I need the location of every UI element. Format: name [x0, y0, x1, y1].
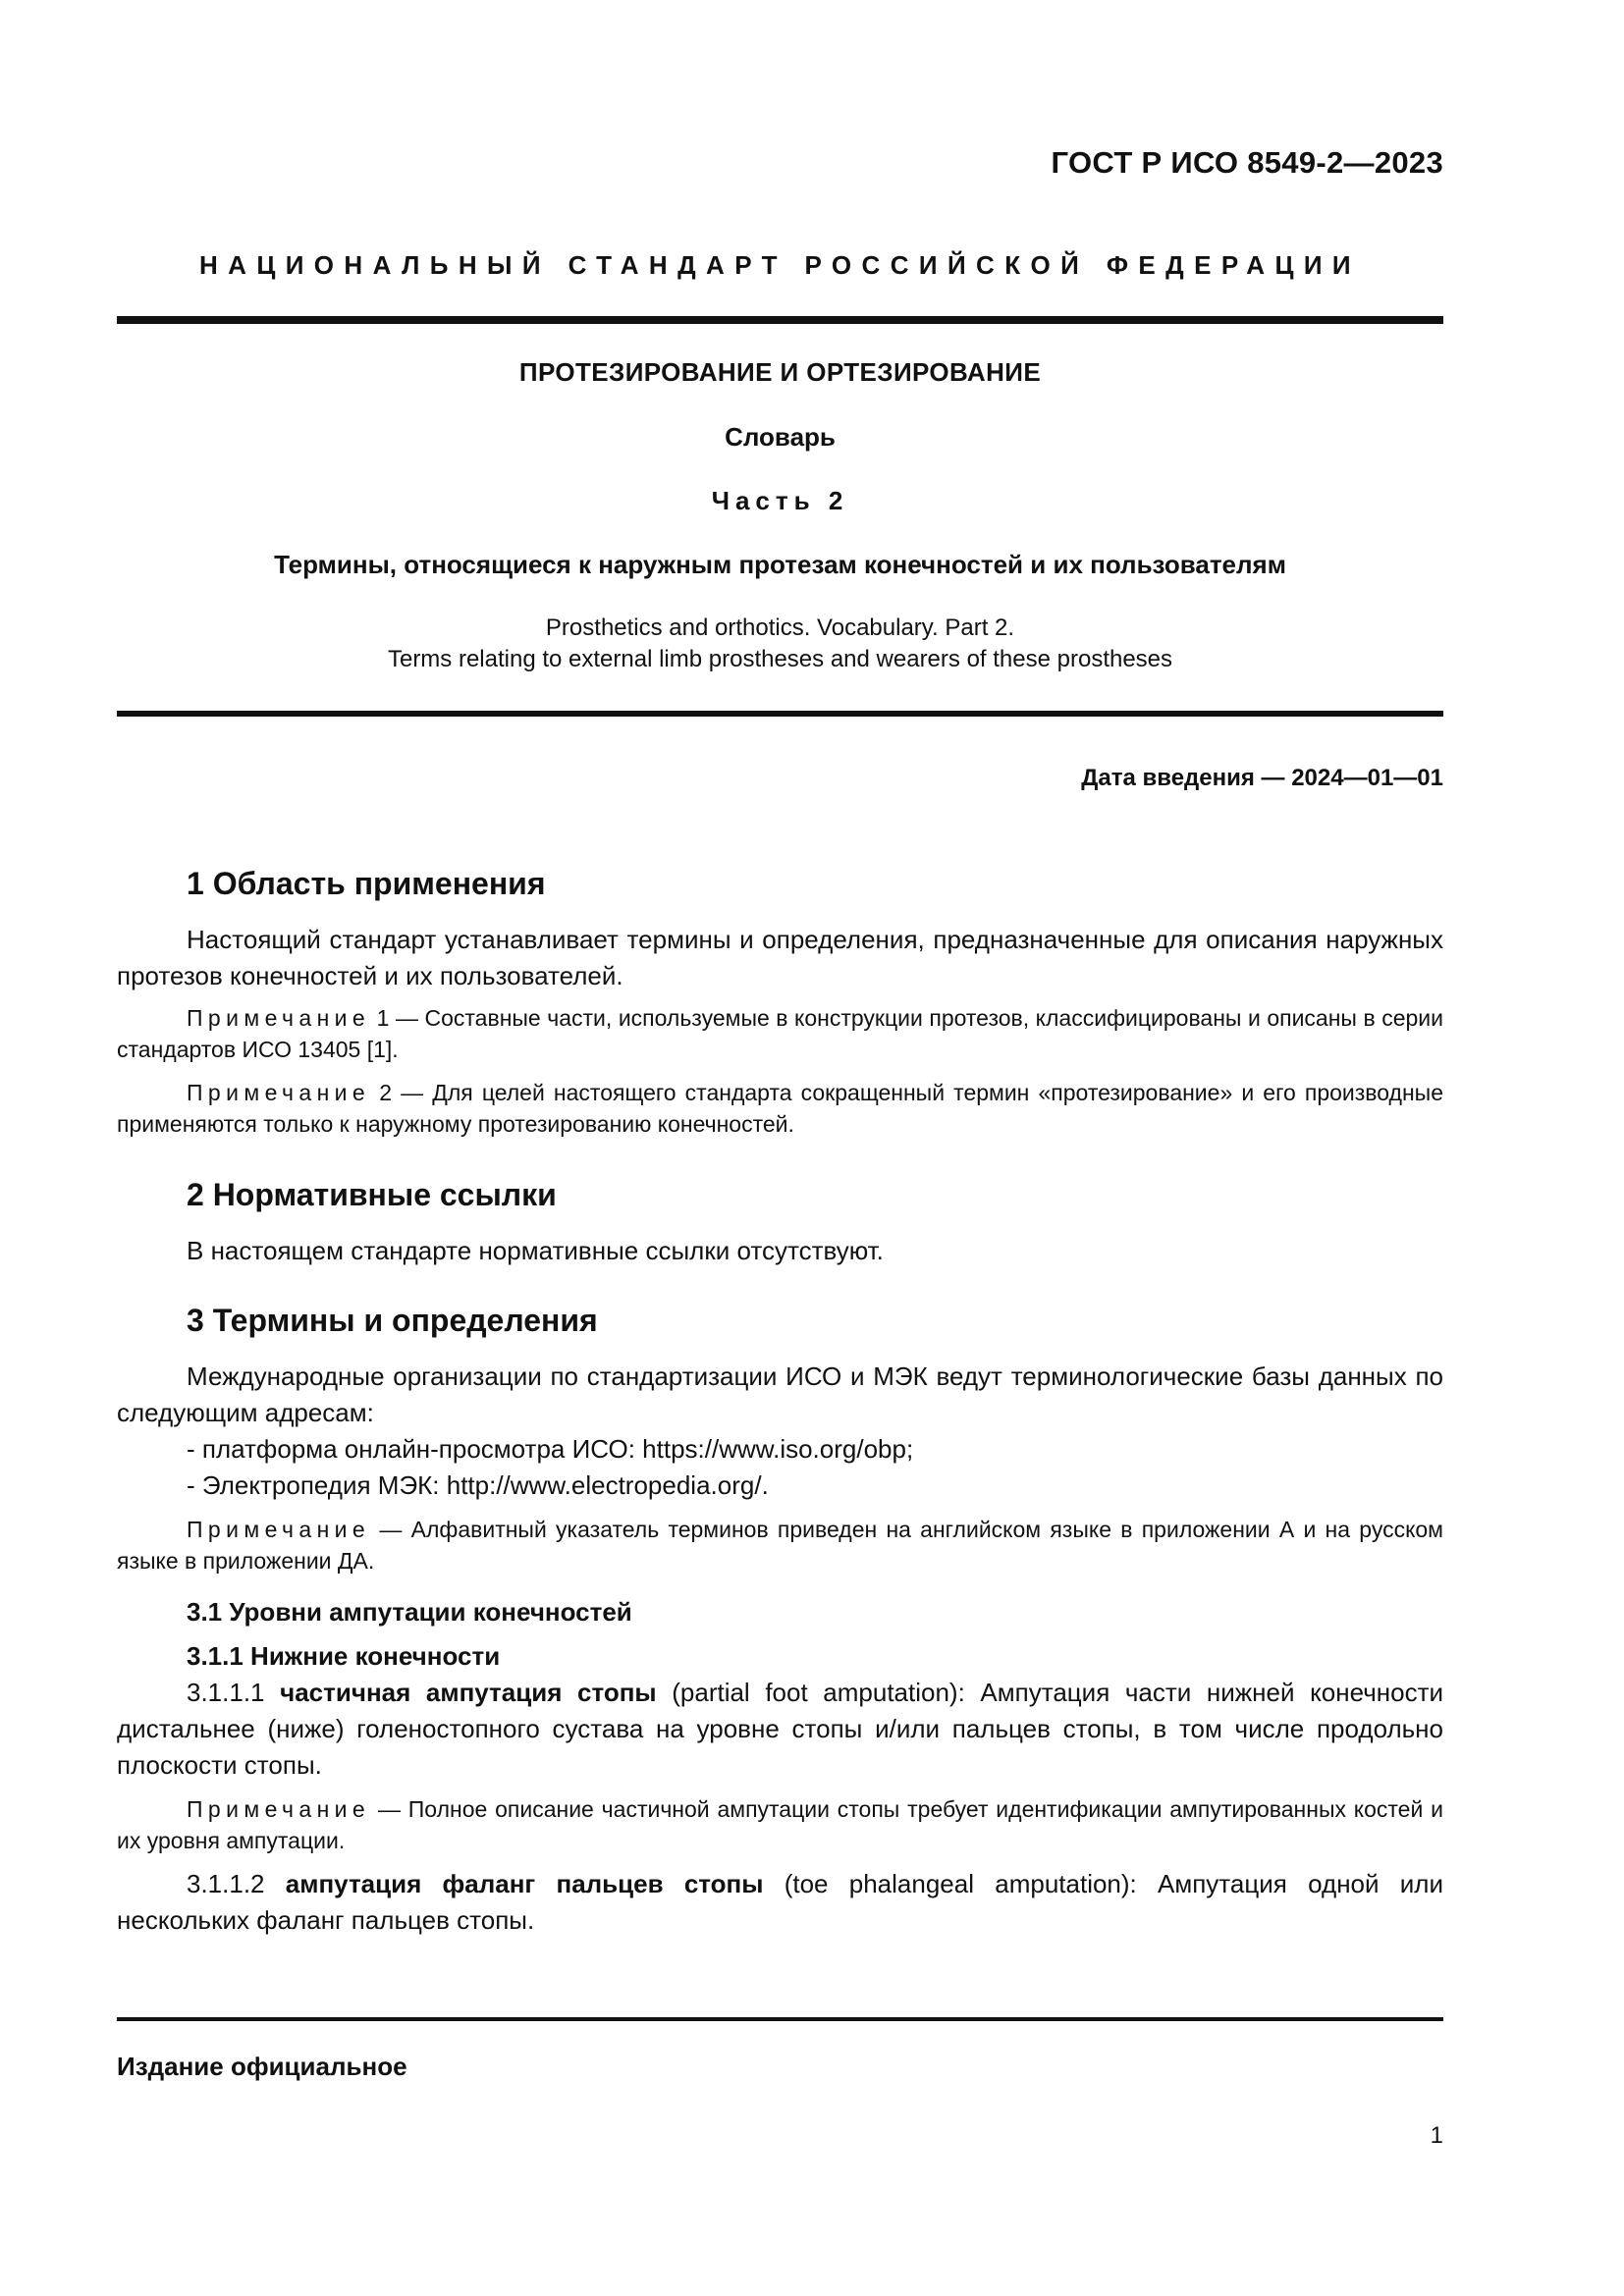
document-number: ГОСТ Р ИСО 8549-2—2023: [1051, 145, 1443, 180]
date-introduced: Дата введения — 2024—01—01: [1081, 765, 1443, 791]
term-3-1-1-1-note: [117, 1793, 1443, 1856]
note-label: Примечание: [187, 1005, 371, 1031]
term-name: ампутация фаланг пальцев стопы: [285, 1869, 764, 1898]
official-edition-label: Издание официальное: [117, 2052, 407, 2081]
section-3-heading: 3 Термины и определения: [187, 1303, 598, 1338]
note-label: Примечание: [187, 1080, 371, 1105]
subsection-3-1-1-heading: 3.1.1 Нижние конечности: [187, 1641, 501, 1671]
title-sub: Словарь: [725, 422, 836, 452]
term-name: частичная ампутация стопы: [280, 1678, 657, 1707]
top-divider: [117, 316, 1443, 324]
term-3-1-1-1: [117, 1675, 1443, 1784]
title-divider: [117, 711, 1443, 717]
national-standard-banner: НАЦИОНАЛЬНЫЙ СТАНДАРТ РОССИЙСКОЙ ФЕДЕРАЦИИ: [198, 250, 1362, 280]
title-english: [117, 613, 1443, 675]
section-1-paragraph: Настоящий стандарт устанавливает термины и определения, предназначенные для описания наружных протезов конечностей и их пользователей.: [117, 925, 1443, 990]
section-2-paragraph: В настоящем стандарте нормативные ссылки отсутствуют.: [187, 1236, 884, 1265]
section-3-note: [117, 1514, 1443, 1576]
title-main: ПРОТЕЗИРОВАНИЕ И ОРТЕЗИРОВАНИЕ: [518, 357, 1042, 387]
title-part: Часть 2: [711, 486, 849, 515]
page-number: 1: [1430, 2122, 1443, 2149]
note-text: — Полное описание частичной ампутации стопы требует идентификации ампутированных костей и их уровня ампутации.: [117, 1796, 1443, 1853]
title-english-line-2: Terms relating to external limb prostheses and wearers of these prostheses: [387, 646, 1173, 672]
title-english-line-1: Prosthetics and orthotics. Vocabulary. Part 2.: [545, 614, 1015, 641]
term-3-1-1-2: [117, 1866, 1443, 1939]
subsection-3-1-heading: 3.1 Уровни ампутации конечностей: [187, 1597, 632, 1627]
section-1-heading: 1 Область применения: [187, 866, 546, 901]
note-text: 2 — Для целей настоящего стандарта сокращенный термин «протезирование» и его производные применяются только к наружному протезированию конечностей.: [117, 1080, 1443, 1137]
term-number: 3.1.1.2: [187, 1869, 286, 1898]
section-1-note-1: [117, 1002, 1443, 1065]
list-item-iec: - Электропедия МЭК: http://www.electropedia.org/.: [187, 1470, 769, 1500]
term-definition: (partial foot amputation): Ампутация части нижней конечности дистальнее (ниже) голеностопного сустава на уровне стопы и/или пальцев стопы, в том числе продольно плоскости стопы.: [117, 1678, 1444, 1780]
document-body: [117, 866, 1443, 1939]
term-definition: (toe phalangeal amputation): Ампутация одной или нескольких фаланг пальцев стопы.: [117, 1869, 1443, 1935]
section-1-note-2: [117, 1077, 1443, 1140]
section-3-paragraph: Международные организации по стандартизации ИСО и МЭК ведут терминологические базы данных по следующим адресам:: [117, 1362, 1443, 1427]
note-text: 1 — Составные части, используемые в конструкции протезов, классифицированы и описаны в серии стандартов ИСО 13405 [1].: [117, 1005, 1443, 1062]
list-item-iso: - платформа онлайн-просмотра ИСО: https://www.iso.org/obp;: [187, 1434, 914, 1464]
note-label: Примечание: [187, 1796, 371, 1822]
title-terms: Термины, относящиеся к наружным протезам конечностей и их пользователям: [274, 550, 1286, 579]
section-2-heading: 2 Нормативные ссылки: [187, 1177, 557, 1212]
term-number: 3.1.1.1: [187, 1678, 281, 1707]
footer-divider: [117, 2017, 1443, 2021]
note-text: — Алфавитный указатель терминов приведен на английском языке в приложении А и на русском языке в приложении ДА.: [117, 1517, 1443, 1574]
note-label: Примечание: [187, 1517, 371, 1542]
